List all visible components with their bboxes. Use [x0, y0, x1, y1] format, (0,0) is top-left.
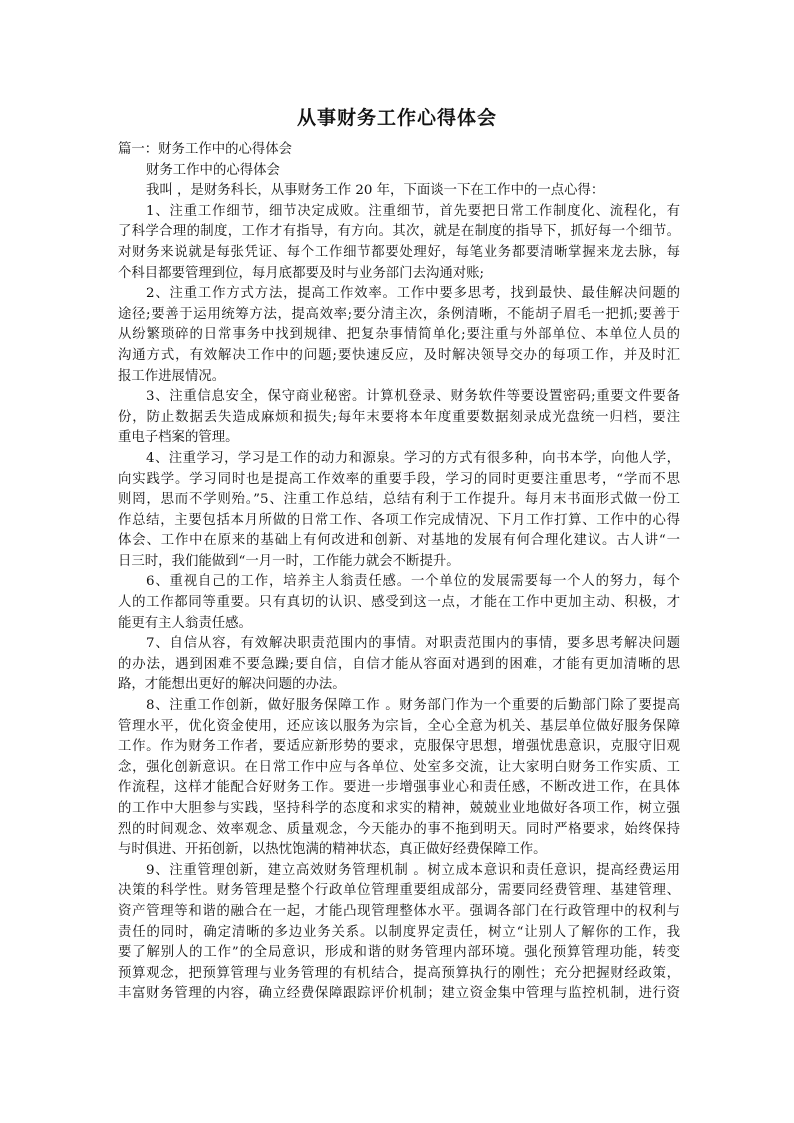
- text-line: 的办法，遇到困难不要急躁;要自信，自信才能从容面对遇到的困难，才能有更加清晰的思: [118, 656, 680, 672]
- text-line: 路，才能想出更好的解决问题的办法。: [118, 677, 346, 693]
- text-line: 则罔，思而不学则殆。”5、注重工作总结，总结有利于工作提升。每月末书面形式做一份工: [118, 492, 680, 508]
- text-line: 7、自信从容，有效解决职责范围内的事情。对职责范围内的事情，要多思考解决问题: [146, 636, 680, 652]
- text-line: 篇一：财务工作中的心得体会: [118, 142, 293, 157]
- text-line: 1、注重工作细节，细节决定成败。注重细节，首先要把日常工作制度化、流程化，有: [146, 203, 680, 219]
- text-line: 对财务来说就是每张凭证、每个工作细节都要处理好，每笔业务都要清晰掌握来龙去脉，每: [118, 244, 680, 260]
- text-line: 从纷繁琐碎的日常事务中找到规律、把复杂事情简单化;要注重与外部单位、本单位人员的: [118, 327, 680, 343]
- text-line: 作流程，这样才能配合好财务工作。要进一步增强事业心和责任感，不断改进工作，在具体: [118, 780, 680, 796]
- text-line: 烈的时间观念、效率观念、质量观念，今天能办的事不拖到明天。同时严格要求，始终保持: [118, 821, 680, 837]
- text-line: 重电子档案的管理。: [118, 430, 239, 446]
- text-line: 6、重视自己的工作，培养主人翁责任感。一个单位的发展需要每一个人的努力，每个: [146, 574, 680, 590]
- text-line: 工作。作为财务工作者，要适应新形势的要求，克服保守思想，增强忧患意识，克服守旧观: [118, 739, 680, 755]
- text-line: 日三时，我们能做到“一月一时，工作能力就会不断提升。: [118, 553, 460, 569]
- text-line: 管理水平，优化资金使用，还应该以服务为宗旨，全心全意为机关、基层单位做好服务保障: [118, 718, 680, 734]
- text-line: 沟通方式，有效解决工作中的问题;要快速反应，及时解决领导交办的每项工作，并及时汇: [118, 347, 680, 363]
- text-line: 体会、工作中在原来的基础上有何改进和创新、对基地的发展有何合理化建议。古人讲“一: [118, 533, 680, 549]
- text-line: 丰富财务管理的内容，确立经费保障跟踪评价机制；建立资金集中管理与监控机制，进行资: [118, 986, 680, 1002]
- text-line: 报工作进展情况。: [118, 368, 226, 384]
- text-line: 决策的科学性。财务管理是整个行政单位管理重要组成部分，需要同经费管理、基建管理、: [118, 883, 680, 899]
- text-line: 能更有主人翁责任感。: [118, 615, 252, 631]
- text-line: 的工作中大胆参与实践，坚持科学的态度和求实的精神，兢兢业业地做好各项工作，树立强: [118, 801, 680, 816]
- text-line: 向实践学。学习同时也是提高工作效率的重要手段，学习的同时更要注重思考，“学而不思: [118, 471, 680, 487]
- text-line: 9、注重管理创新，建立高效财务管理机制 。树立成本意识和责任意识，提高经费运用: [146, 862, 680, 878]
- text-line: 我叫 ，是财务科长，从事财务工作 20 年，下面谈一下在工作中的一点心得：: [146, 183, 605, 199]
- text-line: 途径;要善于运用统筹方法，提高效率;要分清主次，条例清晰，不能胡子眉毛一把抓;要善于: [118, 306, 680, 322]
- text-line: 预算观念，把预算管理与业务管理的有机结合，提高预算执行的刚性；充分把握财经政策，: [118, 965, 680, 981]
- text-line: 与时俱进、开拓创新，以热忱饱满的精神状态，真正做好经费保障工作。: [118, 842, 547, 858]
- text-line: 人的工作都同等重要。只有真切的认识、感受到这一点，才能在工作中更加主动、积极，才: [118, 595, 680, 611]
- text-line: 4、注重学习，学习是工作的动力和源泉。学习的方式有很多种，向书本学，向他人学，: [146, 450, 680, 466]
- text-line: 财务工作中的心得体会: [146, 162, 280, 178]
- text-line: 作总结，主要包括本月所做的日常工作、各项工作完成情况、下月工作打算、工作中的心得: [118, 512, 680, 528]
- text-line: 2、注重工作方式方法，提高工作效率。工作中要多思考，找到最快、最佳解决问题的: [146, 286, 680, 302]
- text-line: 3、注重信息安全，保守商业秘密。计算机登录、财务软件等要设置密码;重要文件要备: [146, 389, 680, 405]
- text-line: 责任的同时，确定清晰的多边业务关系。以制度界定责任，树立“让别人了解你的工作，我: [118, 924, 680, 940]
- text-line: 要了解别人的工作”的全局意识，形成和谐的财务管理内部环境。强化预算管理功能，转变: [118, 945, 680, 961]
- text-line: 念，强化创新意识。在日常工作中应与各单位、处室多交流，让大家明白财务工作实质、工: [118, 759, 680, 775]
- text-line: 个科目都要管理到位，每月底都要及时与业务部门去沟通对账;: [118, 265, 485, 281]
- text-line: 8、注重工作创新，做好服务保障工作 。财务部门作为一个重要的后勤部门除了要提高: [146, 698, 680, 714]
- text-line: 了科学合理的制度，工作才有指导，有方向。其次，就是在制度的指导下，抓好每一个细节。: [118, 224, 680, 240]
- text-line: 资产管理等和谐的融合在一起，才能凸现管理整体水平。强调各部门在行政管理中的权利与: [118, 903, 680, 919]
- document-title: 从事财务工作心得体会: [296, 107, 497, 129]
- document-body: [118, 140, 680, 1005]
- text-line: 份，防止数据丢失造成麻烦和损失;每年末要将本年度重要数据刻录成光盘统一归档，要注: [118, 409, 680, 425]
